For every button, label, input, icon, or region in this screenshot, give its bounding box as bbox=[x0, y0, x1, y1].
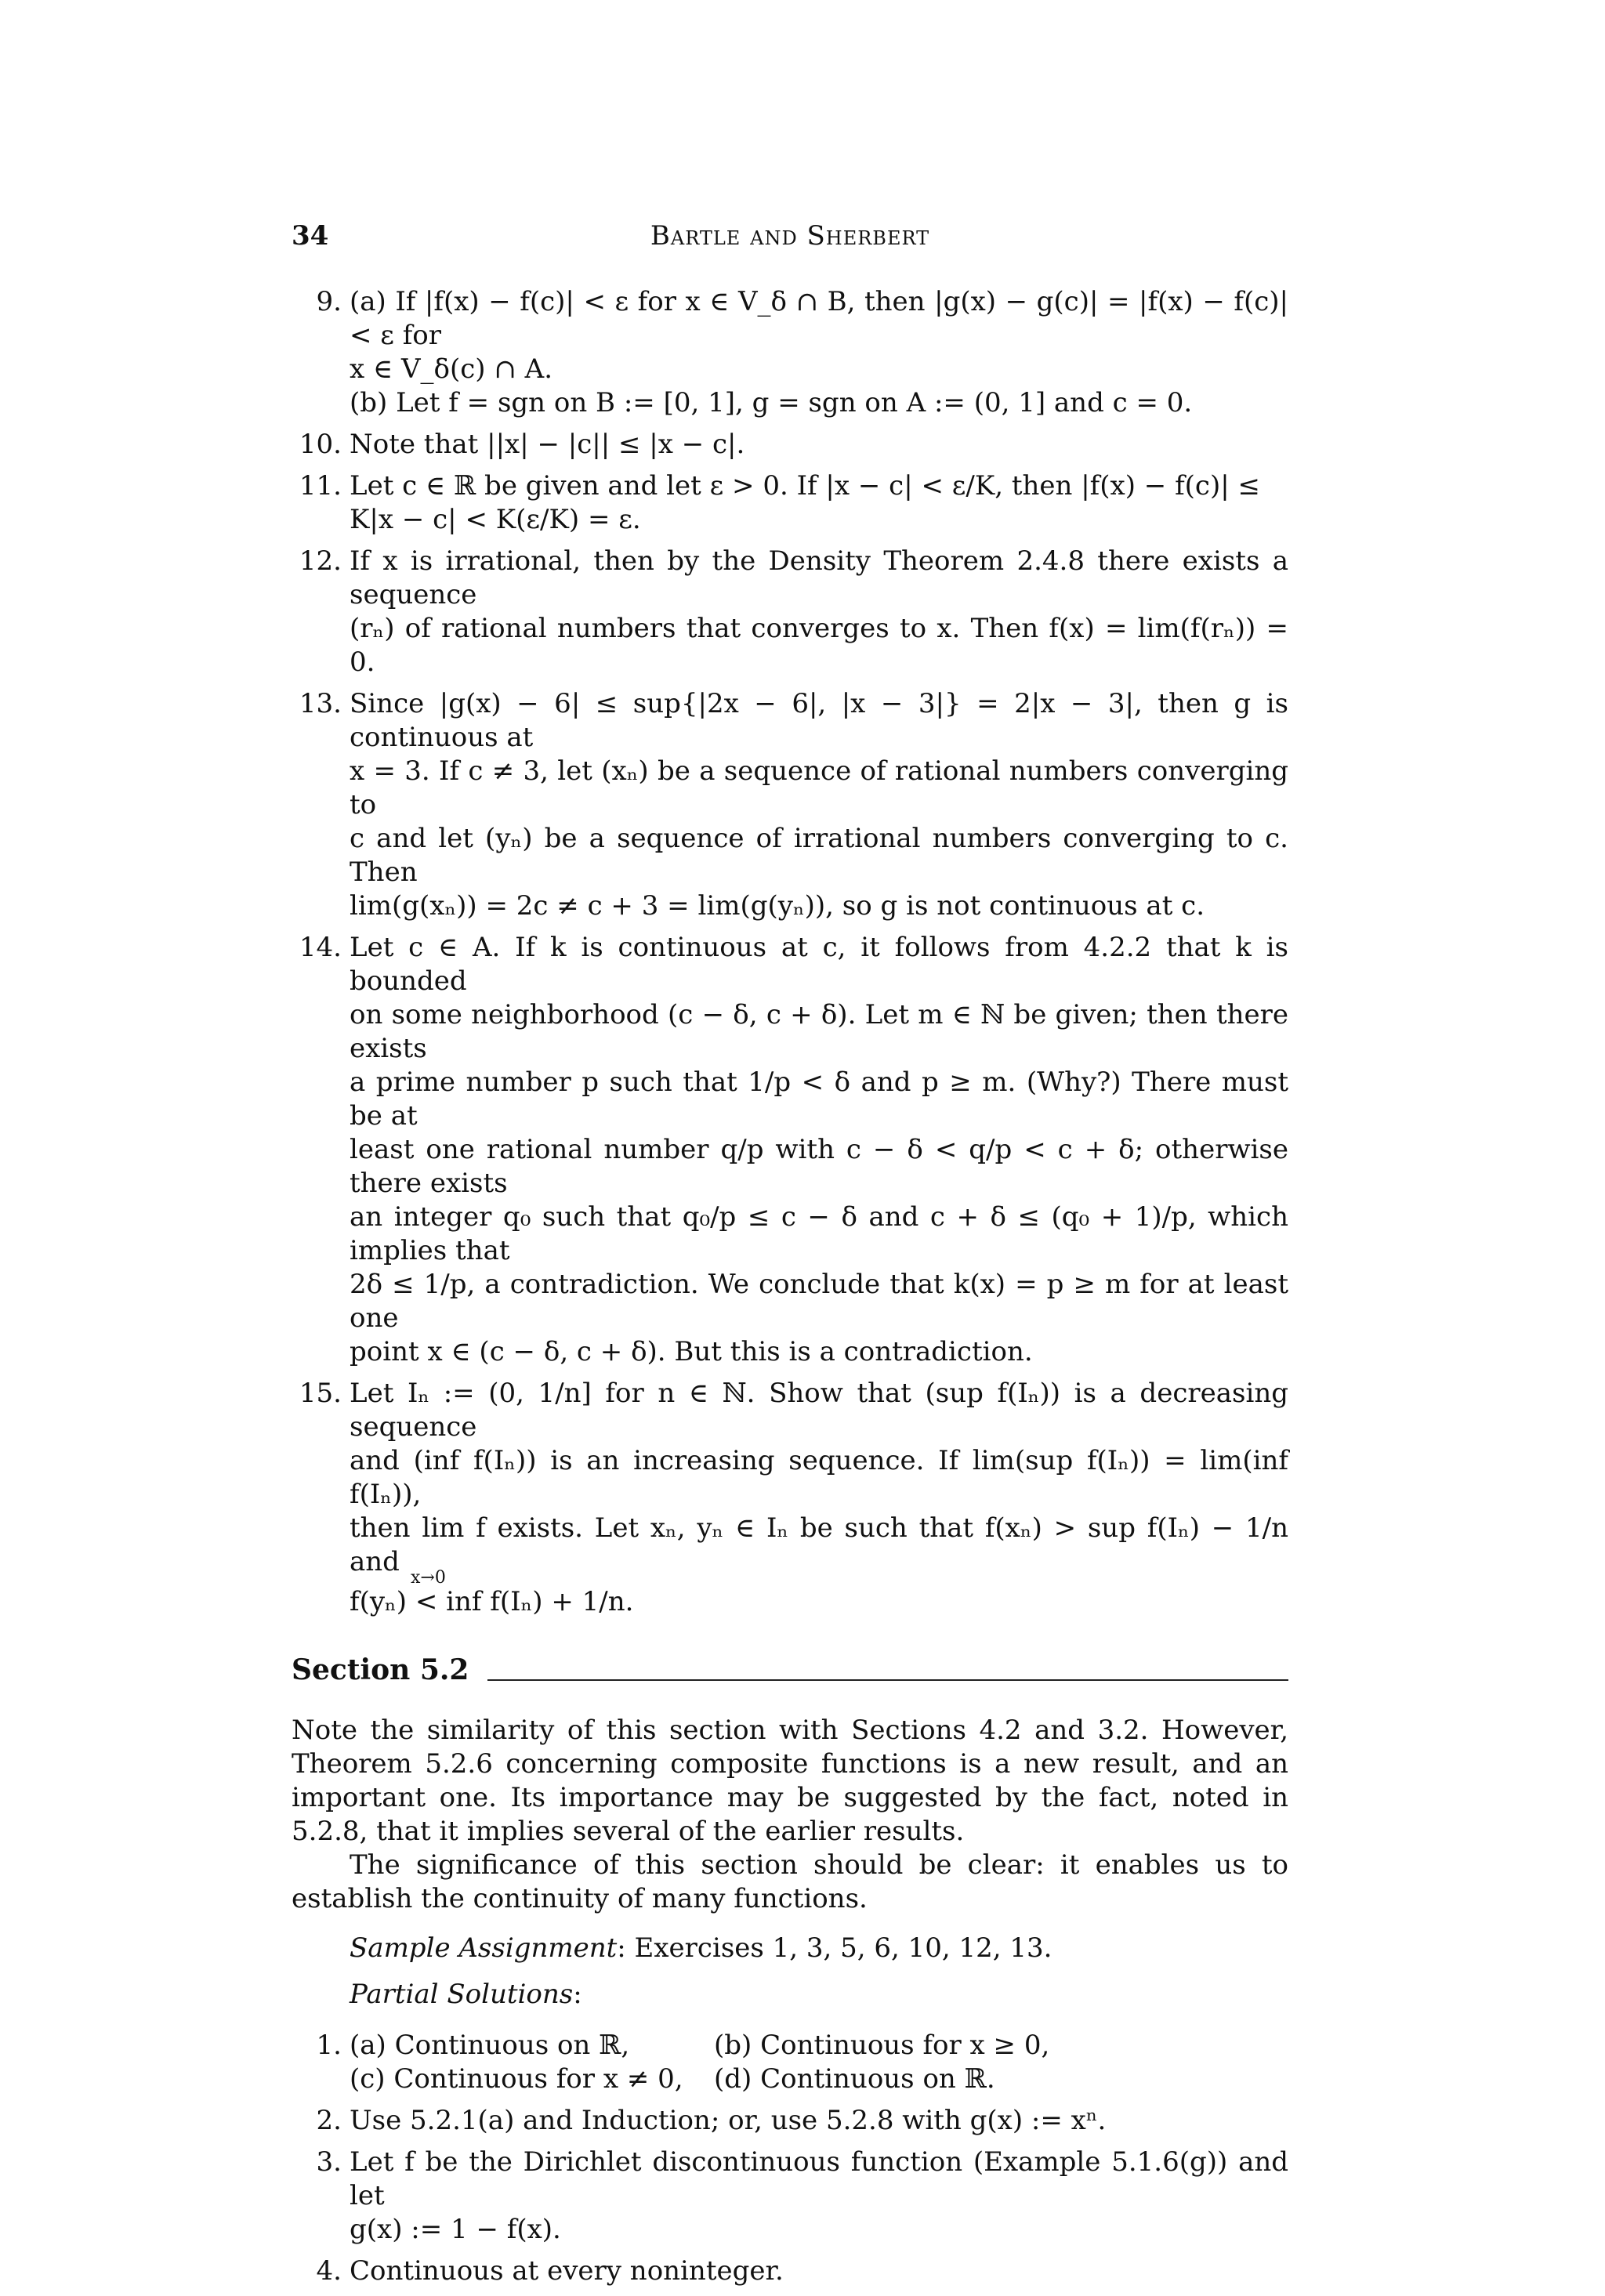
solution-item bbox=[292, 545, 1288, 679]
item-line: x ∈ V_δ(c) ∩ A. bbox=[350, 353, 553, 385]
solution-item bbox=[292, 1377, 1288, 1619]
item-line: (rₙ) of rational numbers that converges to x. Then f(x) = lim(f(rₙ)) = 0. bbox=[350, 613, 1288, 678]
item-line: 2δ ≤ 1/p, a contradiction. We conclude that k(x) = p ≥ m for at least one bbox=[350, 1269, 1288, 1334]
item-line: Let c ∈ ℝ be given and let ε > 0. If |x − c| < ε/K, then |f(x) − f(c)| ≤ bbox=[350, 470, 1260, 502]
solution-item bbox=[292, 285, 1288, 420]
item-part: (a) Continuous on ℝ, bbox=[350, 2030, 630, 2061]
item-number: 3. bbox=[316, 2146, 342, 2178]
item-line: Note that ||x| − |c|| ≤ |x − c|. bbox=[350, 429, 745, 460]
item-line: Since |g(x) − 6| ≤ sup{|2x − 6|, |x − 3|} = 2|x − 3|, then g is continuous at bbox=[350, 688, 1288, 753]
item-line: a prime number p such that 1/p < δ and p ≥ m. (Why?) There must be at bbox=[350, 1067, 1288, 1132]
item-line: then lim f exists. Let xₙ, yₙ ∈ Iₙ be such that f(xₙ) > sup f(Iₙ) − 1/n and bbox=[350, 1512, 1288, 1577]
solution-item bbox=[292, 2146, 1288, 2247]
solution-item bbox=[292, 2254, 1288, 2288]
section-paragraph: The significance of this section should be clear: it enables us to establish the continuity of many functions. bbox=[292, 1849, 1288, 1914]
item-line: (a) If |f(x) − f(c)| < ε for x ∈ V_δ ∩ B, then |g(x) − g(c)| = |f(x) − f(c)| < ε for bbox=[350, 286, 1288, 351]
section-paragraph: Note the similarity of this section with Sections 4.2 and 3.2. However, Theorem 5.2.6 concerning composite functions is a new result, and an important one. Its importance may be suggested by the fact, noted in 5.2.8, that it implies several of the earlier results. bbox=[292, 1715, 1288, 1847]
item-line: Let f be the Dirichlet discontinuous function (Example 5.1.6(g)) and let bbox=[350, 2146, 1288, 2211]
item-line: on some neighborhood (c − δ, c + δ). Let m ∈ ℕ be given; then there exists bbox=[350, 999, 1288, 1064]
item-number: 12. bbox=[299, 545, 342, 577]
item-number: 13. bbox=[299, 688, 342, 719]
page-header bbox=[292, 219, 1288, 266]
item-line: (b) Let f = sgn on B := [0, 1], g = sgn on A := (0, 1] and c = 0. bbox=[350, 387, 1193, 418]
item-number: 11. bbox=[299, 470, 342, 502]
item-line: Let Iₙ := (0, 1/n] for n ∈ ℕ. Show that (sup f(Iₙ)) is a decreasing sequence bbox=[350, 1378, 1288, 1443]
sample-assignment bbox=[292, 1932, 1288, 1965]
item-line: an integer q₀ such that q₀/p ≤ c − δ and c + δ ≤ (q₀ + 1)/p, which implies that bbox=[350, 1201, 1288, 1266]
solution-item bbox=[292, 931, 1288, 1369]
item-line: x = 3. If c ≠ 3, let (xₙ) be a sequence of rational numbers converging to bbox=[350, 755, 1288, 820]
solution-item bbox=[292, 428, 1288, 462]
partial-solutions-colon: : bbox=[573, 1979, 582, 2010]
item-line: K|x − c| < K(ε/K) = ε. bbox=[350, 504, 641, 535]
section-title: Section 5.2 bbox=[292, 1653, 469, 1686]
item-number: 4. bbox=[316, 2255, 342, 2287]
item-line: Let c ∈ A. If k is continuous at c, it follows from 4.2.2 that k is bounded bbox=[350, 932, 1288, 997]
running-title: Bartle and Sherbert bbox=[650, 220, 930, 252]
section-rule bbox=[487, 1679, 1288, 1681]
item-number: 2. bbox=[316, 2105, 342, 2136]
solution-item bbox=[292, 2104, 1288, 2138]
page-number: 34 bbox=[292, 220, 329, 252]
sample-assignment-text: : Exercises 1, 3, 5, 6, 10, 12, 13. bbox=[617, 1932, 1052, 1964]
item-part: (b) Continuous for x ≥ 0, bbox=[714, 2030, 1050, 2061]
solution-item bbox=[292, 2029, 1288, 2096]
item-line: c and let (yₙ) be a sequence of irrational numbers converging to c. Then bbox=[350, 823, 1288, 888]
solutions-list-a bbox=[292, 285, 1288, 1619]
item-line: f(yₙ) < inf f(Iₙ) + 1/n. bbox=[350, 1586, 634, 1617]
limit-subscript: x→0 bbox=[411, 1568, 446, 1588]
item-line: If x is irrational, then by the Density Theorem 2.4.8 there exists a sequence bbox=[350, 545, 1288, 610]
item-grid bbox=[350, 2029, 1288, 2096]
item-line: Use 5.2.1(a) and Induction; or, use 5.2.8 with g(x) := xⁿ. bbox=[350, 2105, 1107, 2136]
partial-solutions bbox=[292, 1978, 1288, 2012]
item-number: 9. bbox=[316, 286, 342, 317]
item-line: point x ∈ (c − δ, c + δ). But this is a contradiction. bbox=[350, 1336, 1033, 1367]
solution-item bbox=[292, 469, 1288, 537]
item-line: g(x) := 1 − f(x). bbox=[350, 2214, 561, 2245]
item-number: 10. bbox=[299, 429, 342, 460]
document-page bbox=[292, 219, 1288, 2296]
item-line: and (inf f(Iₙ)) is an increasing sequence. If lim(sup f(Iₙ)) = lim(inf f(Iₙ)), bbox=[350, 1445, 1288, 1510]
solutions-list-b bbox=[292, 2029, 1288, 2288]
item-part: (d) Continuous on ℝ. bbox=[714, 2063, 995, 2095]
item-line: least one rational number q/p with c − δ < q/p < c + δ; otherwise there exists bbox=[350, 1134, 1288, 1199]
item-number: 14. bbox=[299, 932, 342, 963]
sample-assignment-label: Sample Assignment bbox=[350, 1932, 618, 1964]
section-heading bbox=[292, 1653, 1288, 1687]
item-line: Continuous at every noninteger. bbox=[350, 2255, 784, 2287]
item-number: 1. bbox=[316, 2030, 342, 2061]
item-part: (c) Continuous for x ≠ 0, bbox=[350, 2063, 683, 2095]
item-number: 15. bbox=[299, 1378, 342, 1409]
partial-solutions-label: Partial Solutions bbox=[350, 1979, 574, 2010]
solution-item bbox=[292, 687, 1288, 923]
item-line: lim(g(xₙ)) = 2c ≠ c + 3 = lim(g(yₙ)), so g is not continuous at c. bbox=[350, 890, 1205, 922]
